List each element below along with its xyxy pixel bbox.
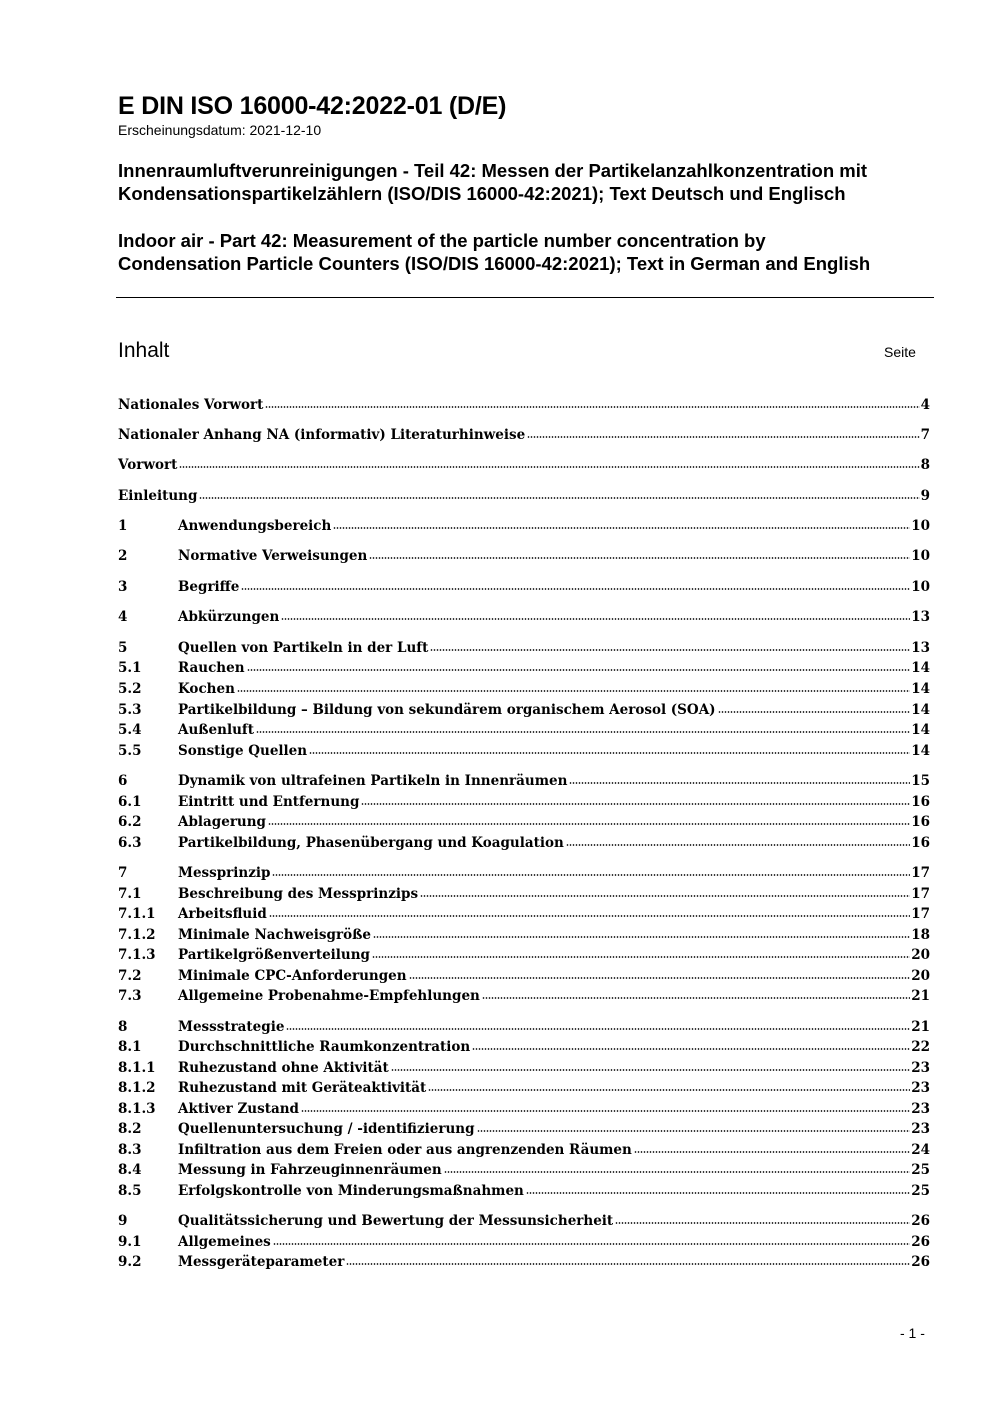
toc-entry-title: Minimale Nachweisgröße xyxy=(178,927,371,943)
toc-entry-number: 9.1 xyxy=(118,1234,142,1250)
toc-dot-leader xyxy=(634,1150,910,1154)
toc-entry-number: 9.2 xyxy=(118,1254,142,1270)
toc-entry[interactable] xyxy=(118,812,930,830)
toc-entry[interactable] xyxy=(118,700,930,718)
toc-entry-number: 6.2 xyxy=(118,814,142,830)
toc-dot-leader xyxy=(430,648,910,652)
toc-entry-title: Allgemeines xyxy=(178,1234,271,1250)
toc-entry-page: 4 xyxy=(920,397,930,413)
toc-entry[interactable] xyxy=(118,395,930,413)
title-english: Indoor air - Part 42: Measurement of the particle number concentration by Condensation Particle Counters (ISO/DIS 16000-42:2021); Text in German and English xyxy=(118,230,871,274)
toc-entry-page: 10 xyxy=(911,518,930,534)
toc-entry-number: 5 xyxy=(118,640,128,656)
toc-entry-title: Arbeitsfluid xyxy=(178,906,267,922)
toc-entry-page: 25 xyxy=(911,1183,930,1199)
toc-entry-number: 5.4 xyxy=(118,722,142,738)
toc-entry-title: Infiltration aus dem Freien oder aus angrenzenden Räumen xyxy=(178,1142,632,1158)
toc-entry-number: 8.4 xyxy=(118,1162,142,1178)
toc-entry[interactable] xyxy=(118,658,930,676)
toc-dot-leader xyxy=(615,1221,910,1225)
toc-dot-leader xyxy=(369,556,910,560)
toc-dot-leader xyxy=(301,1109,910,1113)
toc-entry-title: Messung in Fahrzeuginnenräumen xyxy=(178,1162,442,1178)
toc-entry[interactable] xyxy=(118,863,930,881)
toc-dot-leader xyxy=(269,914,910,918)
toc-entry[interactable] xyxy=(118,904,930,922)
toc-entry-page: 23 xyxy=(911,1101,930,1117)
toc-entry-number: 6.1 xyxy=(118,794,142,810)
toc-entry-page: 20 xyxy=(911,968,930,984)
toc-entry[interactable] xyxy=(118,1078,930,1096)
toc-entry-page: 20 xyxy=(911,947,930,963)
toc-entry-title: Ruhezustand mit Geräteaktivität xyxy=(178,1080,427,1096)
toc-entry-title: Vorwort xyxy=(118,457,178,473)
toc-entry-page: 26 xyxy=(911,1213,930,1229)
toc-entry-page: 24 xyxy=(911,1142,930,1158)
toc-dot-leader xyxy=(372,955,910,959)
toc-dot-leader xyxy=(527,435,919,439)
toc-entry-title: Ablagerung xyxy=(178,814,267,830)
toc-entry-title: Außenluft xyxy=(178,722,254,738)
toc-entry-number: 2 xyxy=(118,548,128,564)
toc-entry-title: Qualitätssicherung und Bewertung der Messunsicherheit xyxy=(178,1213,614,1229)
toc-entry-page: 14 xyxy=(911,681,930,697)
toc-entry[interactable] xyxy=(118,925,930,943)
toc-dot-leader xyxy=(265,405,919,409)
toc-entry-number: 5.5 xyxy=(118,743,142,759)
toc-entry-page: 23 xyxy=(911,1060,930,1076)
toc-entry-title: Erfolgskontrolle von Minderungsmaßnahmen xyxy=(178,1183,524,1199)
toc-entry-title: Abkürzungen xyxy=(178,609,280,625)
toc-entry-title: Partikelbildung – Bildung von sekundärem organischem Aerosol (SOA) xyxy=(178,702,716,718)
toc-entry-number: 8.2 xyxy=(118,1121,142,1137)
toc-dot-leader xyxy=(247,668,911,672)
toc-entry-number: 3 xyxy=(118,579,128,595)
toc-entry[interactable] xyxy=(118,1140,930,1158)
toc-entry-title: Durchschnittliche Raumkonzentration xyxy=(178,1039,471,1055)
document-title: E DIN ISO 16000-42:2022-01 (D/E) xyxy=(118,92,507,120)
toc-entry-title: Dynamik von ultrafeinen Partikeln in Innenräumen xyxy=(178,773,568,789)
toc-entry-title: Messprinzip xyxy=(178,865,271,881)
toc-entry-title: Nationaler Anhang NA (informativ) Literaturhinweise xyxy=(118,427,526,443)
toc-dot-leader xyxy=(718,710,911,714)
toc-heading: Inhalt xyxy=(118,339,170,362)
toc-entry-number: 1 xyxy=(118,518,128,534)
toc-dot-leader xyxy=(179,465,919,469)
toc-entry-number: 7 xyxy=(118,865,128,881)
toc-dot-leader xyxy=(237,689,910,693)
toc-entry-page: 13 xyxy=(911,609,930,625)
toc-dot-leader xyxy=(482,996,910,1000)
toc-entry-page: 14 xyxy=(911,743,930,759)
toc-entry-page: 21 xyxy=(911,988,930,1004)
toc-entry-title: Allgemeine Probenahme-Empfehlungen xyxy=(178,988,480,1004)
toc-entry-number: 8.1.1 xyxy=(118,1060,156,1076)
toc-entry[interactable] xyxy=(118,771,930,789)
toc-dot-leader xyxy=(391,1068,910,1072)
toc-entry-number: 4 xyxy=(118,609,128,625)
toc-dot-leader xyxy=(526,1191,910,1195)
toc-entry[interactable] xyxy=(118,1252,930,1270)
toc-entry-title: Quellen von Partikeln in der Luft xyxy=(178,640,429,656)
toc-entry-page: 22 xyxy=(911,1039,930,1055)
toc-entry[interactable] xyxy=(118,1119,930,1137)
toc-dot-leader xyxy=(309,751,910,755)
title-divider xyxy=(116,297,934,298)
toc-entry-number: 5.3 xyxy=(118,702,142,718)
toc-entry-page: 21 xyxy=(911,1019,930,1035)
toc-dot-leader xyxy=(241,587,910,591)
toc-entry-title: Ruhezustand ohne Aktivität xyxy=(178,1060,389,1076)
toc-entry-title: Partikelgrößenverteilung xyxy=(178,947,370,963)
toc-entry-title: Eintritt und Entfernung xyxy=(178,794,360,810)
toc-dot-leader xyxy=(199,496,919,500)
toc-entry-number: 8 xyxy=(118,1019,128,1035)
toc-entry[interactable] xyxy=(118,1037,930,1055)
toc-dot-leader xyxy=(273,1242,910,1246)
toc-entry[interactable] xyxy=(118,455,930,473)
toc-entry-number: 7.3 xyxy=(118,988,142,1004)
toc-entry-page: 10 xyxy=(911,548,930,564)
toc-entry-title: Messstrategie xyxy=(178,1019,285,1035)
toc-entry-number: 7.1.3 xyxy=(118,947,156,963)
toc-dot-leader xyxy=(256,730,910,734)
toc-dot-leader xyxy=(472,1047,910,1051)
toc-entry[interactable] xyxy=(118,607,930,625)
toc-entry-page: 18 xyxy=(911,927,930,943)
toc-entry[interactable] xyxy=(118,516,930,534)
toc-entry-number: 5.2 xyxy=(118,681,142,697)
toc-entry-page: 23 xyxy=(911,1121,930,1137)
toc-entry[interactable] xyxy=(118,1099,930,1117)
toc-entry-page: 14 xyxy=(911,722,930,738)
toc-entry-page: 17 xyxy=(911,865,930,881)
toc-entry-number: 7.2 xyxy=(118,968,142,984)
toc-entry-page: 26 xyxy=(911,1234,930,1250)
toc-entry-number: 9 xyxy=(118,1213,128,1229)
toc-entry-title: Messgeräteparameter xyxy=(178,1254,345,1270)
toc-entry-number: 8.1.3 xyxy=(118,1101,156,1117)
toc-entry-number: 8.1.2 xyxy=(118,1080,156,1096)
toc-entry-title: Sonstige Quellen xyxy=(178,743,308,759)
toc-entry[interactable] xyxy=(118,1017,930,1035)
toc-dot-leader xyxy=(428,1088,910,1092)
toc-dot-leader xyxy=(477,1129,911,1133)
page-number: - 1 - xyxy=(900,1325,925,1341)
toc-entry-number: 7.1.1 xyxy=(118,906,156,922)
toc-dot-leader xyxy=(566,843,910,847)
toc-dot-leader xyxy=(569,781,910,785)
toc-entry-title: Rauchen xyxy=(178,660,245,676)
toc-entry-title: Anwendungsbereich xyxy=(178,518,332,534)
toc-entry-title: Kochen xyxy=(178,681,235,697)
toc-entry-page: 10 xyxy=(911,579,930,595)
toc-entry[interactable] xyxy=(118,577,930,595)
toc-entry-page: 16 xyxy=(911,835,930,851)
toc-entry[interactable] xyxy=(118,486,930,504)
toc-dot-leader xyxy=(272,873,910,877)
toc-entry-title: Beschreibung des Messprinzips xyxy=(178,886,419,902)
toc-entry[interactable] xyxy=(118,720,930,738)
toc-entry[interactable] xyxy=(118,679,930,697)
toc-dot-leader xyxy=(409,976,911,980)
toc-entry[interactable] xyxy=(118,1058,930,1076)
toc-dot-leader xyxy=(346,1262,910,1266)
title-german: Innenraumluftverunreinigungen - Teil 42: Messen der Partikelanzahlkonzentration mit Kondensationspartikelzählern (ISO/DIS 16000-42:2021); Text Deutsch und Englisch xyxy=(118,160,868,204)
toc-entry[interactable] xyxy=(118,966,930,984)
toc-entry-number: 6 xyxy=(118,773,128,789)
toc-entry-title: Normative Verweisungen xyxy=(178,548,368,564)
publication-date: Erscheinungsdatum: 2021-12-10 xyxy=(118,122,322,138)
toc-entry-page: 7 xyxy=(920,427,930,443)
toc-dot-leader xyxy=(444,1170,910,1174)
toc-dot-leader xyxy=(420,894,910,898)
toc-entry-title: Quellenuntersuchung / -identifizierung xyxy=(178,1121,475,1137)
toc-entry-page: 15 xyxy=(911,773,930,789)
toc-entry[interactable] xyxy=(118,425,930,443)
toc-dot-leader xyxy=(286,1027,910,1031)
toc-entry-title: Minimale CPC-Anforderungen xyxy=(178,968,407,984)
toc-entry-page: 23 xyxy=(911,1080,930,1096)
toc-entry-number: 8.3 xyxy=(118,1142,142,1158)
toc-entry[interactable] xyxy=(118,1181,930,1199)
toc-entry[interactable] xyxy=(118,833,930,851)
toc-entry[interactable] xyxy=(118,1232,930,1250)
toc-entry-page: 8 xyxy=(920,457,930,473)
toc-entry-page: 14 xyxy=(911,702,930,718)
toc-entry-page: 16 xyxy=(911,794,930,810)
toc-entry-number: 8.1 xyxy=(118,1039,142,1055)
toc-entry[interactable] xyxy=(118,945,930,963)
toc-entry-page: 17 xyxy=(911,886,930,902)
toc-entry-title: Nationales Vorwort xyxy=(118,397,264,413)
toc-entry-title: Aktiver Zustand xyxy=(178,1101,299,1117)
toc-entry-page: 17 xyxy=(911,906,930,922)
toc-entry-page: 26 xyxy=(911,1254,930,1270)
toc-dot-leader xyxy=(268,822,910,826)
toc-dot-leader xyxy=(333,526,910,530)
toc-entry[interactable] xyxy=(118,986,930,1004)
toc-entry-page: 25 xyxy=(911,1162,930,1178)
toc-entry[interactable] xyxy=(118,792,930,810)
toc-entry-number: 6.3 xyxy=(118,835,142,851)
toc-entry-title: Begriffe xyxy=(178,579,240,595)
toc-dot-leader xyxy=(361,802,910,806)
toc-entry-title: Partikelbildung, Phasenübergang und Koagulation xyxy=(178,835,564,851)
toc-entry-page: 16 xyxy=(911,814,930,830)
toc-dot-leader xyxy=(373,935,910,939)
toc-entry-number: 8.5 xyxy=(118,1183,142,1199)
toc-entry[interactable] xyxy=(118,741,930,759)
toc-entry-title: Einleitung xyxy=(118,488,198,504)
toc-entry-page: 9 xyxy=(920,488,930,504)
toc-entry-number: 5.1 xyxy=(118,660,142,676)
toc-entry[interactable] xyxy=(118,1160,930,1178)
toc-entry-page: 14 xyxy=(911,660,930,676)
toc-page-column-label: Seite xyxy=(884,344,916,360)
toc-entry[interactable] xyxy=(118,884,930,902)
toc-dot-leader xyxy=(281,617,910,621)
toc-entry-page: 13 xyxy=(911,640,930,656)
toc-entry[interactable] xyxy=(118,1211,930,1229)
toc-entry[interactable] xyxy=(118,546,930,564)
toc-entry-number: 7.1 xyxy=(118,886,142,902)
toc-entry-number: 7.1.2 xyxy=(118,927,156,943)
toc-entry[interactable] xyxy=(118,638,930,656)
